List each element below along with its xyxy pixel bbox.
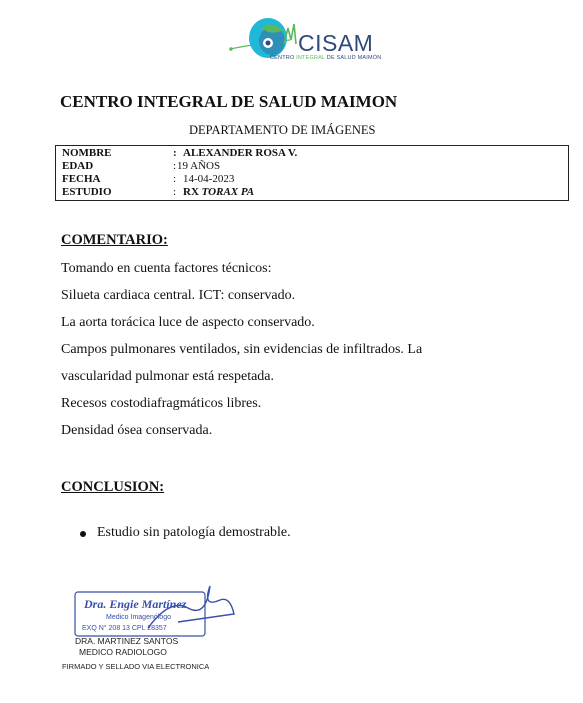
stamp-name: Dra. Engie Martínez	[84, 597, 187, 611]
comment-line: Campos pulmonares ventilados, sin evidencias de infiltrados. La	[61, 342, 423, 357]
info-label: EDAD	[62, 160, 94, 172]
doctor-title: MEDICO RADIOLOGO	[79, 647, 167, 657]
info-separator: :	[173, 186, 177, 198]
info-separator: :	[173, 147, 177, 159]
info-value: 19 AÑOS	[177, 160, 221, 172]
info-label: ESTUDIO	[62, 186, 112, 198]
comment-line: vascularidad pulmonar está respetada.	[61, 369, 275, 384]
stamp-exq: EXQ N° 208 13 CPL 28357	[82, 625, 167, 632]
logo-subtitle: CENTRO INTEGRAL DE SALUD MAIMÓN	[270, 55, 382, 61]
document-title: CENTRO INTEGRAL DE SALUD MAIMON	[60, 92, 398, 111]
conclusion-item: Estudio sin patología demostrable.	[97, 525, 291, 540]
department-name: DEPARTAMENTO DE IMÁGENES	[189, 123, 376, 137]
patient-info-box	[55, 145, 569, 201]
bullet-icon	[80, 531, 86, 537]
comment-heading: COMENTARIO:	[61, 232, 168, 248]
conclusion-heading: CONCLUSION:	[61, 479, 165, 495]
info-label: FECHA	[62, 173, 101, 185]
signature-stamp	[70, 578, 240, 640]
doctor-name: DRA. MARTINEZ SANTOS	[75, 636, 179, 646]
info-separator: :	[173, 160, 177, 172]
info-value: ALEXANDER ROSA V.	[183, 147, 298, 159]
comment-line: La aorta torácica luce de aspecto conservado.	[61, 315, 315, 330]
comment-line: Tomando en cuenta factores técnicos:	[61, 261, 272, 276]
info-label: NOMBRE	[62, 147, 112, 159]
logo-wordmark: CISAM	[298, 30, 374, 56]
signature-note: FIRMADO Y SELLADO VIA ELECTRONICA	[62, 662, 210, 671]
stamp-title: Medico Imagenólogo	[106, 614, 171, 621]
info-value: 14-04-2023	[183, 173, 235, 185]
comment-line: Recesos costodiafragmáticos libres.	[61, 396, 262, 411]
info-value: RX TORAX PA	[183, 186, 255, 198]
info-separator: :	[173, 173, 177, 185]
comment-line: Densidad ósea conservada.	[61, 423, 213, 438]
comment-line: Silueta cardiaca central. ICT: conservado.	[61, 288, 296, 303]
